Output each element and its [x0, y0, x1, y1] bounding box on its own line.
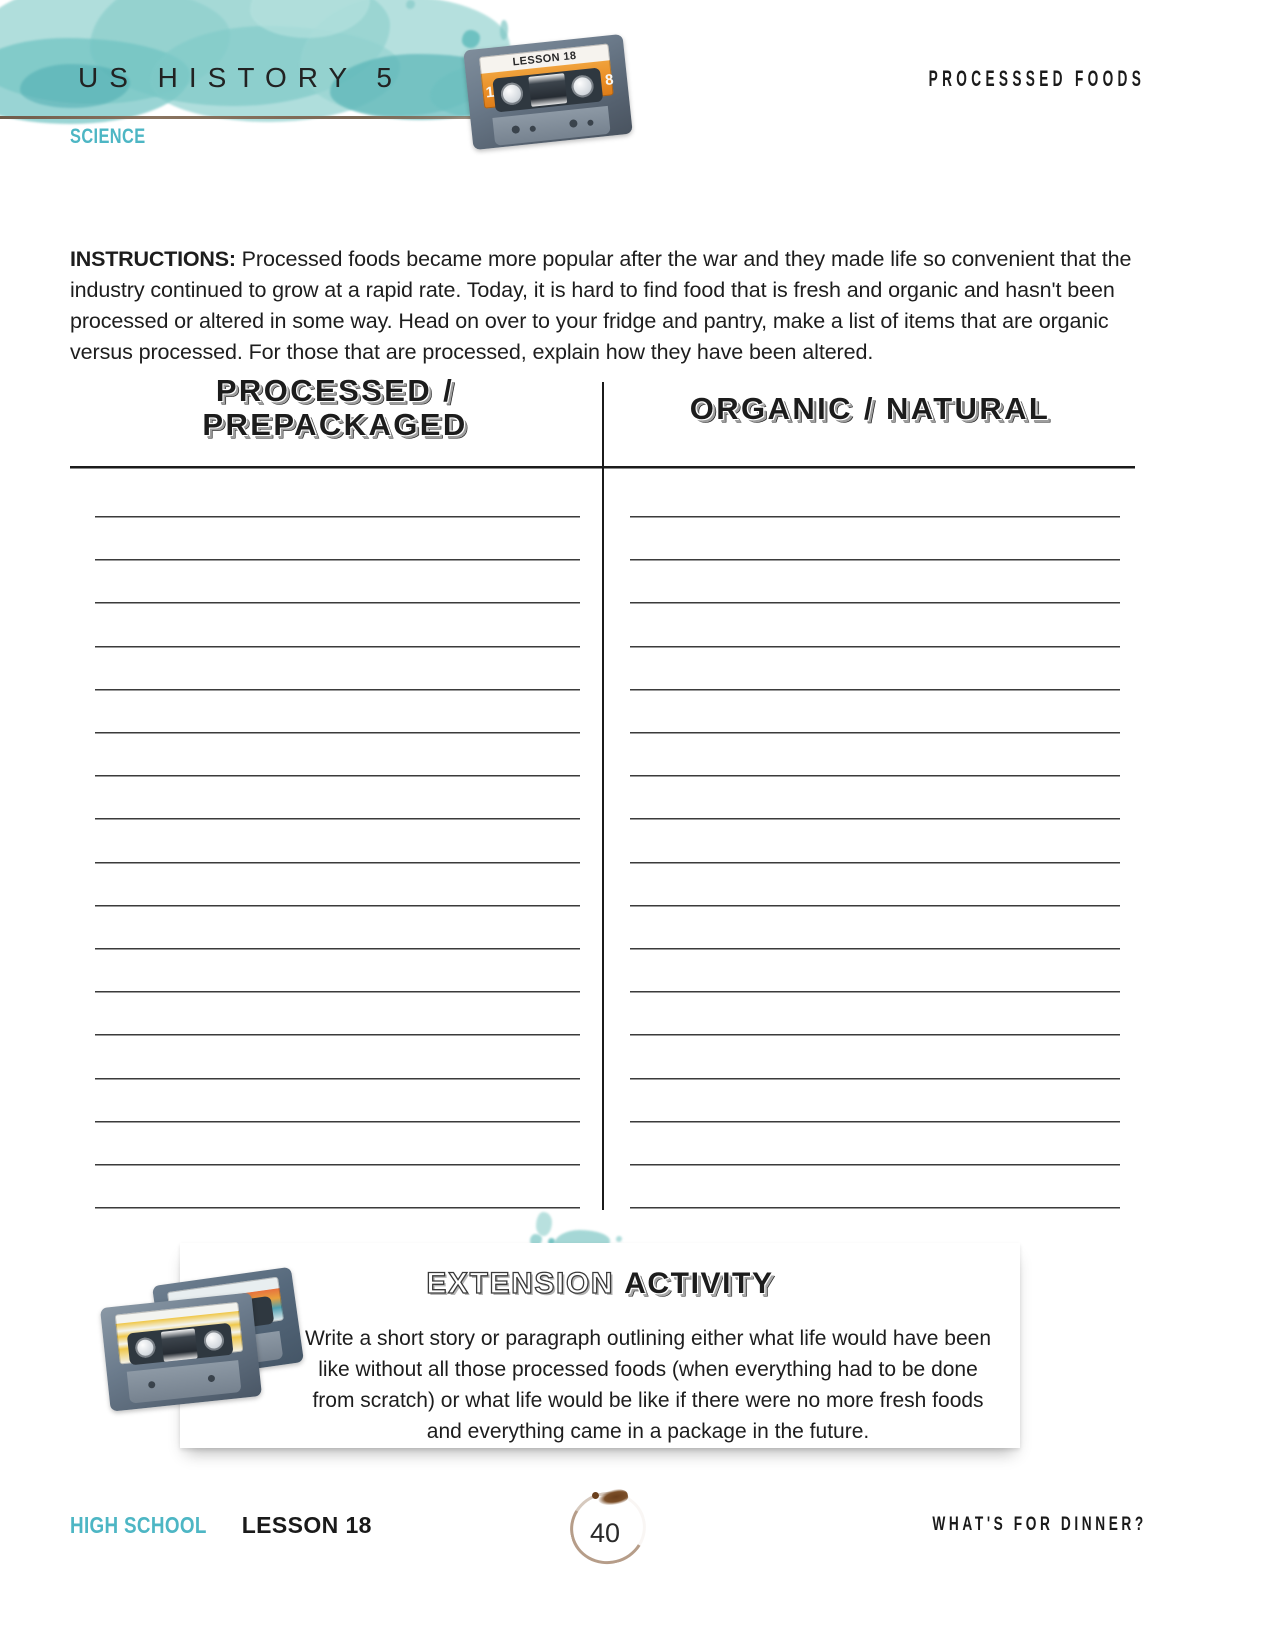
page-topic-title: PROCESSSED FOODS	[928, 66, 1145, 91]
column-header-processed	[70, 374, 600, 442]
cassette-tape-spool-front	[161, 1328, 198, 1361]
two-column-worksheet-table	[70, 370, 1135, 1220]
cassette-side-number-right: 8	[604, 71, 615, 89]
writing-line-right[interactable]	[630, 1207, 1120, 1209]
cassette-tape-icon-front	[100, 1292, 262, 1411]
instructions-label: INSTRUCTIONS:	[70, 246, 236, 271]
writing-line-right[interactable]	[630, 862, 1120, 864]
page-number-group	[566, 1490, 656, 1568]
writing-line-left[interactable]	[95, 732, 580, 734]
page-number: 40	[589, 1518, 621, 1548]
footer-lesson-info	[70, 1512, 372, 1539]
subject-label: SCIENCE	[70, 125, 146, 148]
writing-line-right[interactable]	[630, 948, 1120, 950]
writing-line-right[interactable]	[630, 516, 1120, 518]
writing-line-left[interactable]	[95, 1164, 580, 1166]
extension-title-word-activity: ACTIVITY	[624, 1267, 774, 1300]
extension-activity-box	[180, 1243, 1020, 1448]
column-header-organic	[605, 392, 1135, 426]
writing-line-left[interactable]	[95, 862, 580, 864]
writing-line-right[interactable]	[630, 559, 1120, 561]
writing-line-left[interactable]	[95, 905, 580, 907]
writing-line-right[interactable]	[630, 1078, 1120, 1080]
writing-line-right[interactable]	[630, 775, 1120, 777]
footer-school-level: HIGH SCHOOL	[70, 1512, 207, 1538]
table-vertical-divider	[602, 382, 604, 1210]
cassette-tape-spool	[528, 73, 567, 107]
footer-book-title: WHAT'S FOR DINNER?	[932, 1514, 1147, 1535]
course-title: US HISTORY 5	[78, 62, 403, 93]
extension-activity-title	[180, 1267, 1020, 1301]
writing-line-right[interactable]	[630, 646, 1120, 648]
column-header-processed-line1: PROCESSED /	[215, 373, 455, 408]
page-header	[0, 0, 1275, 200]
writing-line-left[interactable]	[95, 1078, 580, 1080]
page-footer	[0, 1490, 1275, 1650]
writing-line-left[interactable]	[95, 1121, 580, 1123]
writing-line-left[interactable]	[95, 646, 580, 648]
writing-line-left[interactable]	[95, 1034, 580, 1036]
writing-line-right[interactable]	[630, 818, 1120, 820]
writing-line-right[interactable]	[630, 991, 1120, 993]
writing-line-right[interactable]	[630, 732, 1120, 734]
extension-title-word-extension: EXTENSION	[426, 1267, 615, 1300]
writing-line-left[interactable]	[95, 948, 580, 950]
column-header-organic-label: ORGANIC / NATURAL	[689, 391, 1051, 426]
writing-line-right[interactable]	[630, 1164, 1120, 1166]
writing-line-left[interactable]	[95, 818, 580, 820]
writing-line-left[interactable]	[95, 991, 580, 993]
cassette-tape-icon	[463, 34, 633, 150]
writing-line-left[interactable]	[95, 775, 580, 777]
writing-line-left[interactable]	[95, 559, 580, 561]
extension-activity-text: Write a short story or paragraph outlining either what life would have been like without all those processed foods (when everything had to be done from scratch) or what life would be like if there were no more fresh foods and everything came in a package in the future.	[305, 1327, 991, 1443]
coffee-stain-dot	[592, 1492, 599, 1499]
instructions-paragraph	[70, 244, 1145, 368]
column-header-processed-line2: PREPACKAGED	[202, 407, 468, 442]
cassette-side-number-left: 1	[484, 83, 495, 102]
writing-line-right[interactable]	[630, 1121, 1120, 1123]
writing-line-left[interactable]	[95, 602, 580, 604]
footer-lesson-number: LESSON 18	[241, 1512, 372, 1538]
writing-line-left[interactable]	[95, 689, 580, 691]
writing-line-left[interactable]	[95, 516, 580, 518]
writing-line-left[interactable]	[95, 1207, 580, 1209]
writing-line-right[interactable]	[630, 602, 1120, 604]
writing-line-right[interactable]	[630, 905, 1120, 907]
writing-line-right[interactable]	[630, 689, 1120, 691]
instructions-text: Processed foods became more popular after the war and they made life so convenient that the industry continued to grow at a rapid rate. Today, it is hard to find food that is fresh and organic and hasn't been processed or altered in some way. Head on over to your fridge and pantry, make a list of items that are organic versus processed. For those that are processed, explain how they have been altered.	[70, 246, 1132, 364]
writing-line-right[interactable]	[630, 1034, 1120, 1036]
cassette-label-text: LESSON 18	[512, 49, 578, 69]
